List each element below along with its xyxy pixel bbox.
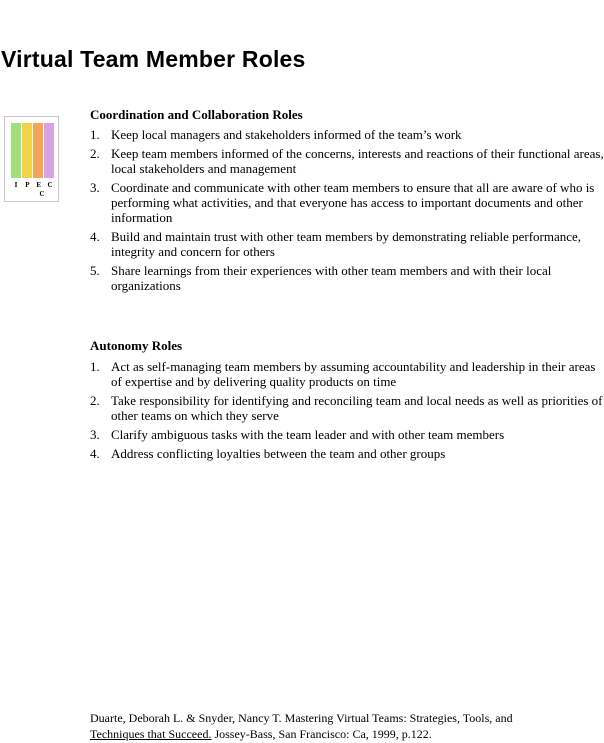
coordination-list: [90, 127, 604, 293]
list-item: [90, 146, 604, 176]
logo-letter-c-second: C: [39, 190, 45, 198]
list-item-text: Take responsibility for identifying and reconciling team and local needs as well as priorities of other teams on which they serve: [111, 393, 603, 423]
list-item-text: Keep local managers and stakeholders informed of the team’s work: [111, 127, 462, 142]
list-item-text: Keep team members informed of the concerns, interests and reactions of their functional areas, local stakeholders and management: [111, 146, 604, 176]
list-item-text: Clarify ambiguous tasks with the team leader and with other team members: [111, 427, 505, 442]
logo-bar-yellow: [22, 123, 32, 178]
logo-letter-i: I: [14, 181, 18, 189]
list-item: [90, 359, 604, 389]
logo-letter-c: C: [47, 181, 53, 189]
logo-bars: [11, 123, 54, 178]
autonomy-list: [90, 359, 604, 461]
list-item-number: 3.: [90, 180, 100, 195]
coordination-section: [90, 107, 604, 293]
list-item-number: 5.: [90, 263, 100, 278]
list-item-number: 1.: [90, 127, 100, 142]
list-item: [90, 180, 604, 225]
ipec-logo: [4, 116, 59, 202]
list-item-number: 1.: [90, 359, 100, 374]
list-item-text: Act as self-managing team members by assuming accountability and leadership in their areas of expertise and by delivering quality products on time: [111, 359, 596, 389]
logo-bar-orange: [33, 123, 43, 178]
reference-citation: [90, 710, 600, 742]
logo-letter-e: E: [36, 181, 41, 189]
list-item-number: 4.: [90, 446, 100, 461]
logo-bar-purple: [44, 123, 54, 178]
reference-part-2: Jossey-Bass, San Francisco: Ca, 1999, p.122.: [211, 727, 432, 741]
coordination-heading: Coordination and Collaboration Roles: [90, 107, 303, 122]
list-item-number: 2.: [90, 393, 100, 408]
list-item-text: Address conflicting loyalties between the team and other groups: [111, 446, 446, 461]
list-item-number: 4.: [90, 229, 100, 244]
page-title: Virtual Team Member Roles: [1, 46, 306, 72]
logo-letters: [11, 181, 55, 189]
reference-part-1: Duarte, Deborah L. & Snyder, Nancy T. Mastering Virtual Teams: Strategies, Tools, and: [90, 711, 513, 725]
reference-book-subtitle: Techniques that Succeed.: [90, 727, 212, 741]
list-item: [90, 229, 604, 259]
list-item: [90, 446, 604, 461]
list-item: [90, 263, 604, 293]
logo-letter-p: P: [25, 181, 30, 189]
list-item-text: Share learnings from their experiences with other team members and with their local organizations: [111, 263, 552, 293]
list-item: [90, 127, 604, 142]
list-item-number: 3.: [90, 427, 100, 442]
autonomy-heading: Autonomy Roles: [90, 338, 183, 353]
roles-content: [90, 107, 604, 465]
autonomy-section: [90, 338, 604, 461]
list-item: [90, 393, 604, 423]
list-item-text: Build and maintain trust with other team members by demonstrating reliable performance, integrity and concern for others: [111, 229, 582, 259]
list-item: [90, 427, 604, 442]
list-item-text: Coordinate and communicate with other team members to ensure that all are aware of who is performing what activities, and that everyone has access to important documents and other information: [111, 180, 595, 225]
logo-bar-green: [11, 123, 21, 178]
list-item-number: 2.: [90, 146, 100, 161]
